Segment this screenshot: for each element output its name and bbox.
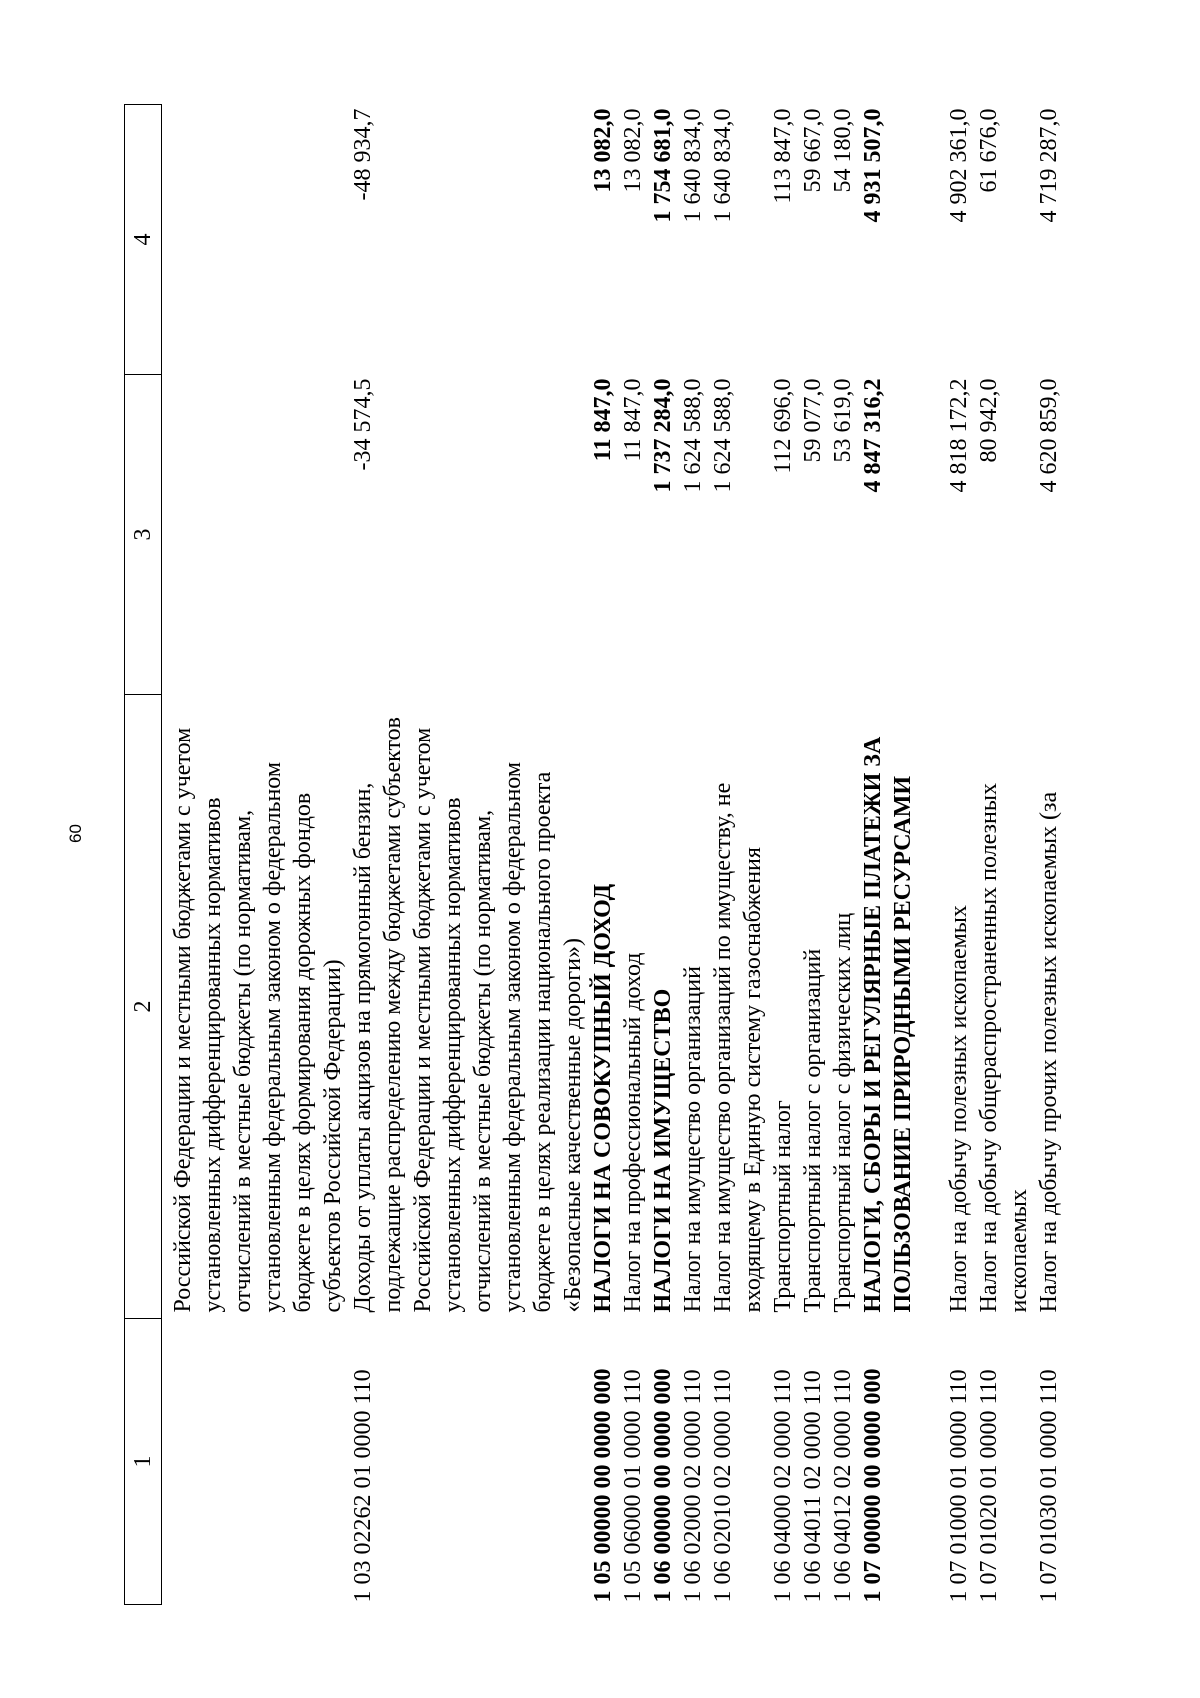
amount-col-3-cell: 11 847,0 — [590, 378, 616, 462]
income-name-cell: Налог на добычу прочих полезных ископаемых (за — [1036, 791, 1062, 1313]
table-row — [918, 105, 974, 1605]
amount-col-4-cell: 1 754 681,0 — [650, 108, 676, 223]
amount-col-3-cell: 1 624 588,0 — [680, 378, 706, 493]
table-row — [708, 105, 768, 1605]
amount-col-3-cell: 1 737 284,0 — [650, 378, 676, 493]
table-row — [162, 105, 349, 1605]
amount-col-4-cell: 13 082,0 — [620, 108, 646, 193]
budget-code-cell: 1 06 02000 02 0000 110 — [680, 1369, 706, 1603]
page-number: 60 — [66, 824, 85, 843]
revenue-table — [124, 104, 1064, 1605]
amount-col-4-cell: 54 180,0 — [830, 108, 856, 193]
budget-code-cell: 1 07 01020 01 0000 110 — [976, 1369, 1002, 1603]
amount-col-3-cell: 53 619,0 — [830, 378, 856, 463]
amount-col-3-cell: 4 847 316,2 — [860, 378, 886, 493]
income-name-cell: Транспортный налог с организаций — [800, 948, 826, 1313]
amount-col-4-cell: -48 934,7 — [350, 108, 376, 201]
amount-col-3-cell: 4 818 172,2 — [946, 378, 972, 493]
amount-col-3-cell: 4 620 859,0 — [1036, 378, 1062, 493]
income-name-cell: Налог на имущество организаций по имуществу, не входящему в Единую систему газоснабжения — [710, 782, 766, 1313]
income-name-cell: Налог на добычу полезных ископаемых — [946, 905, 972, 1313]
table-row — [828, 105, 858, 1605]
income-name-cell: Налог на профессиональный доход — [620, 952, 646, 1313]
income-name-cell: Транспортный налог — [770, 1100, 796, 1313]
table-row — [648, 105, 678, 1605]
income-name-cell: Налог на добычу общераспространенных полезных ископаемых — [976, 782, 1032, 1313]
income-name-cell: Налог на имущество организаций — [680, 966, 706, 1313]
budget-code-cell: 1 05 00000 00 0000 000 — [590, 1368, 616, 1603]
table-row — [858, 105, 918, 1605]
amount-col-4-cell — [162, 105, 349, 375]
amount-col-4-cell: 13 082,0 — [590, 108, 616, 193]
budget-code-cell: 1 07 00000 00 0000 000 — [860, 1368, 886, 1603]
amount-col-4-cell: 61 676,0 — [976, 108, 1002, 193]
amount-col-4-cell: 113 847,0 — [770, 108, 796, 204]
header-col-4: 4 — [125, 105, 162, 375]
amount-col-3-cell: 80 942,0 — [976, 378, 1002, 463]
amount-col-4-cell: 4 902 361,0 — [946, 108, 972, 223]
budget-code-cell: 1 06 04012 02 0000 110 — [830, 1369, 856, 1603]
income-name-cell: Доходы от уплаты акцизов на прямогонный бензин, подлежащие распределению между бюджетами субъектов Российской Федерации и местными бюджетами с учетом установленных дифференцированных нормативов отчислений в местные бюджеты (по нормативам, установленным федеральным законом о федеральном бюджете в целях реализации национального проекта «Безопасные качественные дороги») — [350, 717, 586, 1313]
header-col-2: 2 — [125, 695, 162, 1319]
income-name-cell: Транспортный налог с физических лиц — [830, 912, 856, 1313]
amount-col-4-cell: 4 719 287,0 — [1036, 108, 1062, 223]
amount-col-4-cell: 1 640 834,0 — [710, 108, 736, 223]
amount-col-3-cell: -34 574,5 — [350, 378, 376, 471]
income-name-cell: Российской Федерации и местными бюджетами с учетом установленных дифференцированных нормативов отчислений в местные бюджеты (по нормативам, установленным федеральным законом о федеральном бюджете в целях формирования дорожных фондов субъектов Российской Федерации) — [170, 727, 346, 1313]
amount-col-3-cell: 1 624 588,0 — [710, 378, 736, 493]
income-name-cell: НАЛОГИ НА СОВОКУПНЫЙ ДОХОД — [590, 883, 616, 1313]
budget-code-cell: 1 06 04000 02 0000 110 — [770, 1369, 796, 1603]
income-name-cell: НАЛОГИ НА ИМУЩЕСТВО — [650, 988, 676, 1313]
amount-col-3-cell — [162, 375, 349, 695]
header-row — [125, 105, 162, 1605]
budget-code-cell — [162, 1319, 349, 1605]
table-row — [588, 105, 618, 1605]
amount-col-3-cell: 112 696,0 — [770, 378, 796, 474]
amount-col-4-cell: 4 931 507,0 — [860, 108, 886, 223]
amount-col-3-cell: 59 077,0 — [800, 378, 826, 463]
header-col-3: 3 — [125, 375, 162, 695]
table-row — [798, 105, 828, 1605]
table-row — [974, 105, 1034, 1605]
table-row — [348, 105, 588, 1605]
table-row — [1034, 105, 1064, 1605]
rotated-page-content — [124, 105, 1084, 1605]
budget-code-cell: 1 06 02010 02 0000 110 — [710, 1369, 736, 1603]
table-body — [162, 105, 1065, 1605]
budget-code-cell: 1 07 01030 01 0000 110 — [1036, 1369, 1062, 1603]
table-header — [125, 105, 162, 1605]
budget-code-cell: 1 03 02262 01 0000 110 — [350, 1369, 376, 1603]
table-row — [768, 105, 798, 1605]
amount-col-4-cell: 59 667,0 — [800, 108, 826, 193]
budget-code-cell: 1 06 00000 00 0000 000 — [650, 1368, 676, 1603]
income-name-cell: НАЛОГИ, СБОРЫ И РЕГУЛЯРНЫЕ ПЛАТЕЖИ ЗА ПОЛЬЗОВАНИЕ ПРИРОДНЫМИ РЕСУРСАМИ — [860, 736, 916, 1313]
table-row — [618, 105, 648, 1605]
amount-col-3-cell: 11 847,0 — [620, 378, 646, 462]
budget-code-cell: 1 06 04011 02 0000 110 — [800, 1370, 826, 1603]
table-row — [678, 105, 708, 1605]
budget-code-cell: 1 07 01000 01 0000 110 — [946, 1369, 972, 1603]
amount-col-4-cell: 1 640 834,0 — [680, 108, 706, 223]
budget-code-cell: 1 05 06000 01 0000 110 — [620, 1369, 646, 1603]
header-col-1: 1 — [125, 1319, 162, 1605]
